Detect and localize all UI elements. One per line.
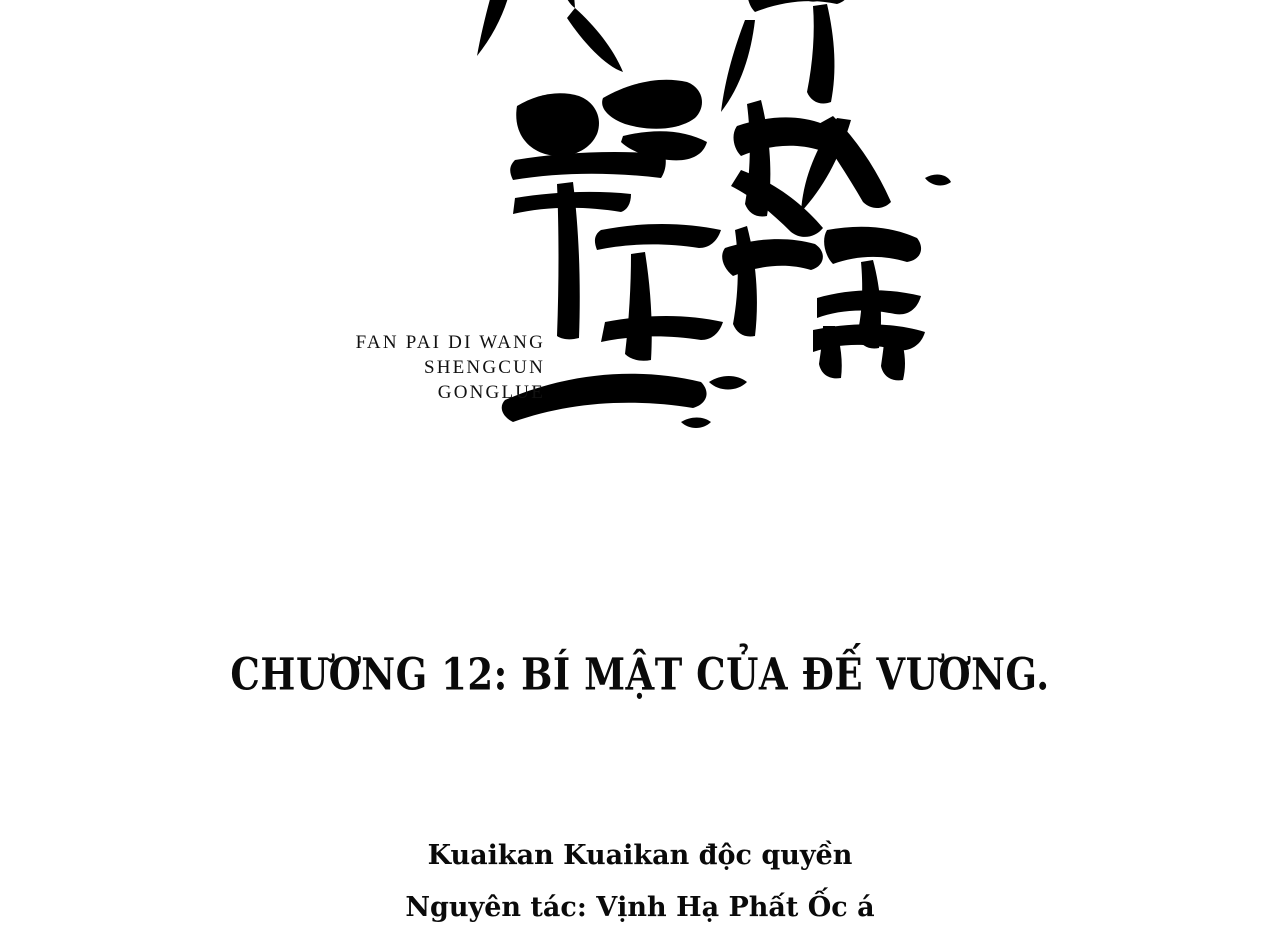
pinyin-line-2: SHENGCUN — [423, 357, 545, 378]
credit-line-author: Nguyên tác: Vịnh Hạ Phất Ốc á — [405, 892, 875, 923]
pinyin-romanization — [330, 330, 545, 405]
calligraphy-title-art — [455, 0, 955, 530]
credits-block — [0, 830, 1280, 934]
credit-line-publisher: Kuaikan Kuaikan độc quyền — [427, 840, 853, 871]
pinyin-line-1: FAN PAI DI WANG — [355, 332, 545, 353]
pinyin-line-3: GONGLUE — [437, 382, 545, 403]
chapter-title: CHƯƠNG 12: BÍ MẬT CỦA ĐẾ VƯƠNG. — [230, 648, 1050, 700]
